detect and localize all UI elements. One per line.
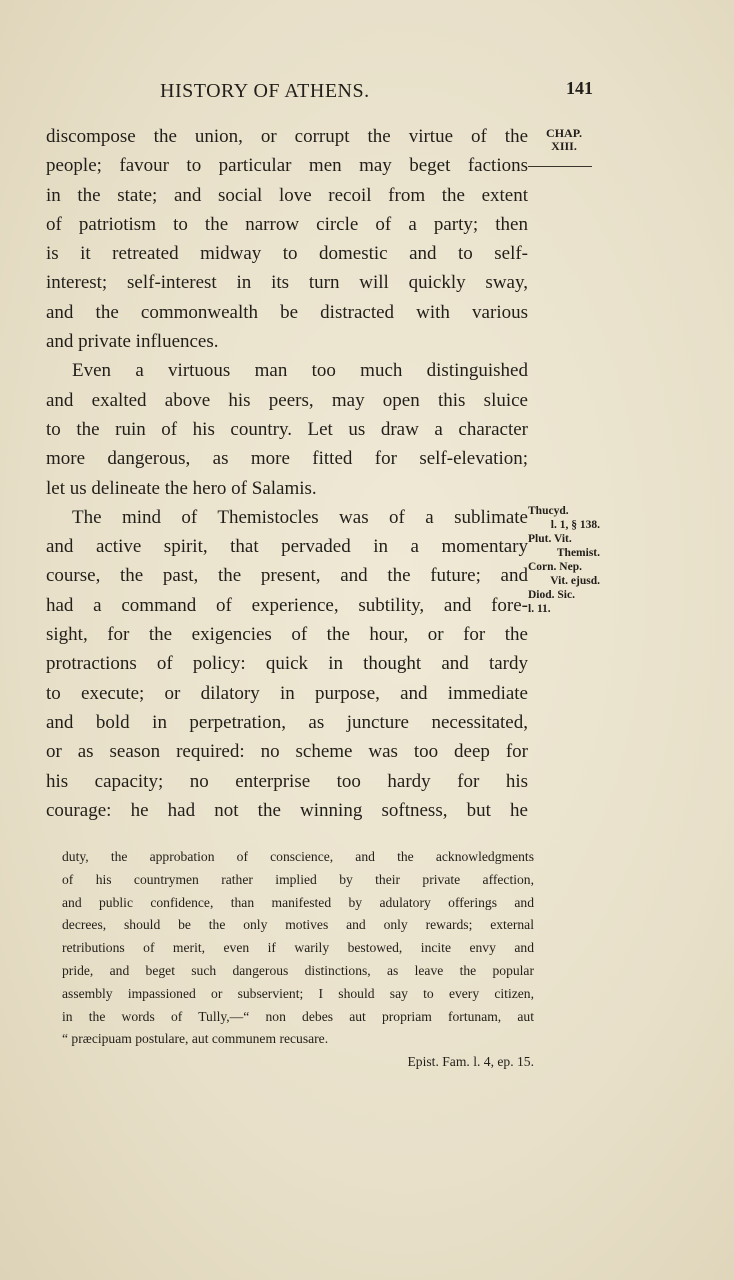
text-line: and the commonwealth be distracted with various [46, 301, 528, 323]
text-line: let us delineate the hero of Salamis. [46, 477, 317, 499]
text-line: sight, for the exigencies of the hour, or for the [46, 624, 528, 646]
text-line: and active spirit, that pervaded in a momentary [46, 536, 528, 558]
text-line: and bold in perpetration, as juncture necessitated, [46, 711, 528, 733]
footnote-citation: Epist. Fam. l. 4, ep. 15. [407, 1054, 534, 1070]
text-line: Even a virtuous man too much distinguished [72, 360, 528, 382]
text-line: and exalted above his peers, may open this sluice [46, 389, 528, 411]
chapter-label: CHAP. [546, 126, 582, 140]
text-line: in the state; and social love recoil from the extent [46, 184, 528, 206]
chapter-number: XIII. [551, 139, 577, 153]
margin-reference: Diod. Sic. [528, 589, 575, 601]
margin-reference: Thucyd. [528, 505, 569, 517]
chapter-rule [528, 166, 592, 167]
text-line: had a command of experience, subtility, and fore- [46, 594, 528, 616]
text-line: course, the past, the present, and the future; and [46, 565, 528, 587]
footnote [62, 846, 534, 1074]
text-line: interest; self-interest in its turn will quickly sway, [46, 272, 528, 294]
margin-reference: Vit. ejusd. [550, 575, 600, 587]
text-line: to execute; or dilatory in purpose, and immediate [46, 682, 528, 704]
page-number: 141 [566, 78, 593, 98]
running-header: HISTORY OF ATHENS. [160, 80, 370, 102]
text-line: discompose the union, or corrupt the virtue of the [46, 126, 528, 147]
footnote-line: “ præcipuam postulare, aut communem recusare. [62, 1031, 329, 1047]
footnote-line: of his countrymen rather implied by their private affection, [62, 871, 534, 887]
text-line: courage: he had not the winning softness, but he [46, 799, 528, 821]
footnote-line: pride, and beget such dangerous distinctions, as leave the popular [62, 962, 534, 978]
margin-references [528, 504, 600, 616]
footnote-line: in the words of Tully,—“ non debes aut propriam fortunam, aut [62, 1008, 534, 1024]
text-line: to the ruin of his country. Let us draw a character [46, 418, 528, 440]
footnote-line: duty, the approbation of conscience, and the acknowledgments [62, 849, 534, 864]
footnote-line: and public confidence, than manifested by adulatory offerings and [62, 894, 534, 910]
text-line: his capacity; no enterprise too hardy for his [46, 770, 528, 792]
footnote-line: assembly impassioned or subservient; I should say to every citizen, [62, 985, 534, 1001]
main-text [46, 122, 528, 825]
text-line: more dangerous, as more fitted for self-elevation; [46, 448, 528, 470]
margin-reference: Corn. Nep. [528, 561, 582, 573]
text-line: or as season required: no scheme was too deep for [46, 741, 528, 763]
text-line: of patriotism to the narrow circle of a party; then [46, 213, 528, 235]
text-line: people; favour to particular men may beget factions [46, 155, 528, 177]
margin-reference: l. 1, § 138. [550, 519, 600, 531]
text-line: is it retreated midway to domestic and to self- [46, 243, 528, 265]
text-line: protractions of policy: quick in thought and tardy [46, 653, 528, 675]
text-line: The mind of Themistocles was of a sublimate [72, 506, 528, 528]
footnote-line: retributions of merit, even if warily bestowed, incite envy and [62, 940, 534, 956]
margin-reference: Plut. Vit. [528, 533, 572, 545]
margin-reference: l. 11. [528, 603, 551, 615]
footnote-line: decrees, should be the only motives and only rewards; external [62, 917, 534, 933]
margin-reference: Themist. [556, 547, 600, 559]
chapter-marker [536, 127, 592, 153]
text-line: and private influences. [46, 331, 219, 353]
